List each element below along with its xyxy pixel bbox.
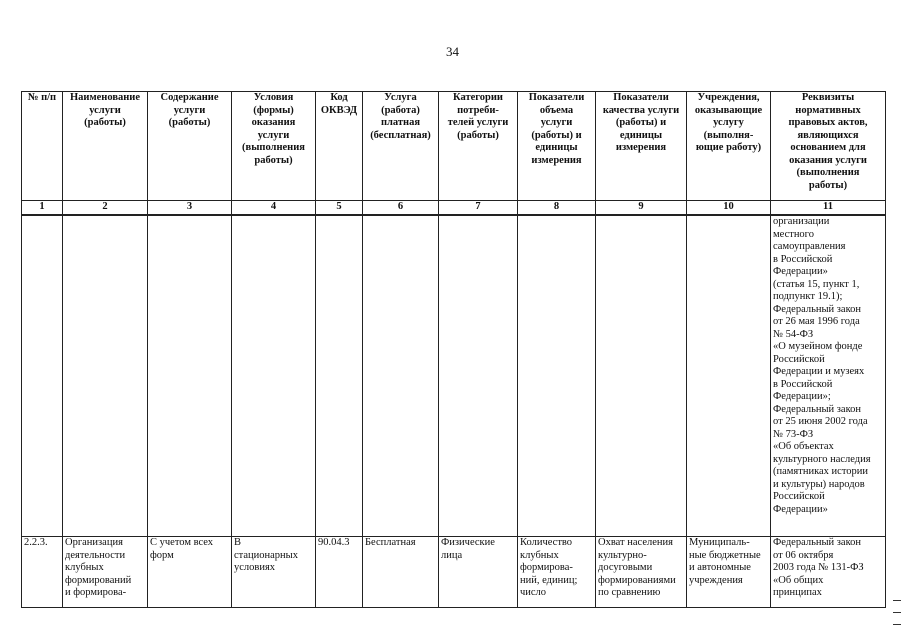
column-number: 3 <box>148 201 232 216</box>
table-cell <box>363 215 439 537</box>
table-header-row <box>22 92 886 201</box>
header-number: № п/п <box>22 92 63 201</box>
column-number: 10 <box>687 201 771 216</box>
volume-cell: Количество клубных формирова- ний, единиц; число <box>518 537 596 608</box>
header-volume: Показатели объема услуги (работы) и единицы измерения <box>518 92 596 201</box>
table-cell <box>439 215 518 537</box>
table-cell <box>687 215 771 537</box>
header-institutions: Учреждения, оказывающие услугу (выполня- ющие работу) <box>687 92 771 201</box>
page-number: 34 <box>446 44 459 59</box>
column-number: 7 <box>439 201 518 216</box>
column-number: 5 <box>316 201 363 216</box>
table-cell <box>148 215 232 537</box>
row-number-cell: 2.2.3. <box>22 537 63 608</box>
header-quality: Показатели качества услуги (работы) и единицы измерения <box>596 92 687 201</box>
services-table <box>21 91 886 608</box>
column-number: 2 <box>63 201 148 216</box>
header-okved: Код ОКВЭД <box>316 92 363 201</box>
table-cell <box>316 215 363 537</box>
paid-cell: Бесплатная <box>363 537 439 608</box>
header-legal-acts: Реквизиты нормативных правовых актов, являющихся основанием для оказания услуги (выполнения работы) <box>771 92 886 201</box>
header-service-content: Содержание услуги (работы) <box>148 92 232 201</box>
table-cell <box>63 215 148 537</box>
conditions-cell: В стационарных условиях <box>232 537 316 608</box>
legal-acts-cell: Федеральный закон от 06 октября 2003 года № 131-ФЗ «Об общих принципах <box>771 537 886 608</box>
edge-mark <box>893 624 901 625</box>
header-conditions: Условия (формы) оказания услуги (выполнения работы) <box>232 92 316 201</box>
quality-cell: Охват населения культурно- досуговыми формированиями по сравнению <box>596 537 687 608</box>
legal-acts-continuation-cell: организации местного самоуправления в Российской Федерации» (статья 15, пункт 1, подпункт 19.1); Федеральный закон от 26 мая 1996 года № 54-ФЗ «О музейном фонде Российской Федерации и музеях в Российской Федерации»; Федеральный закон от 25 июня 2002 года № 73-ФЗ «Об объектах культурного наследия (памятниках истории и культуры) народов Российской Федерации» <box>771 215 886 537</box>
column-number: 4 <box>232 201 316 216</box>
column-number: 1 <box>22 201 63 216</box>
okved-cell: 90.04.3 <box>316 537 363 608</box>
institutions-cell: Муниципаль- ные бюджетные и автономные учреждения <box>687 537 771 608</box>
column-number: 11 <box>771 201 886 216</box>
table-cell <box>232 215 316 537</box>
edge-mark <box>893 612 901 613</box>
service-name-cell: Организация деятельности клубных формирований и формирова- <box>63 537 148 608</box>
edge-mark <box>893 600 901 601</box>
header-paid: Услуга (работа) платная (бесплатная) <box>363 92 439 201</box>
table-cell <box>596 215 687 537</box>
consumers-cell: Физические лица <box>439 537 518 608</box>
header-service-name: Наименование услуги (работы) <box>63 92 148 201</box>
table-cell <box>518 215 596 537</box>
header-consumers: Категории потреби- телей услуги (работы) <box>439 92 518 201</box>
table-row-2-2-3 <box>22 537 886 608</box>
column-numbers-row <box>22 201 886 216</box>
column-number: 6 <box>363 201 439 216</box>
table-row-continuation <box>22 215 886 537</box>
table-cell <box>22 215 63 537</box>
service-content-cell: С учетом всех форм <box>148 537 232 608</box>
column-number: 8 <box>518 201 596 216</box>
column-number: 9 <box>596 201 687 216</box>
